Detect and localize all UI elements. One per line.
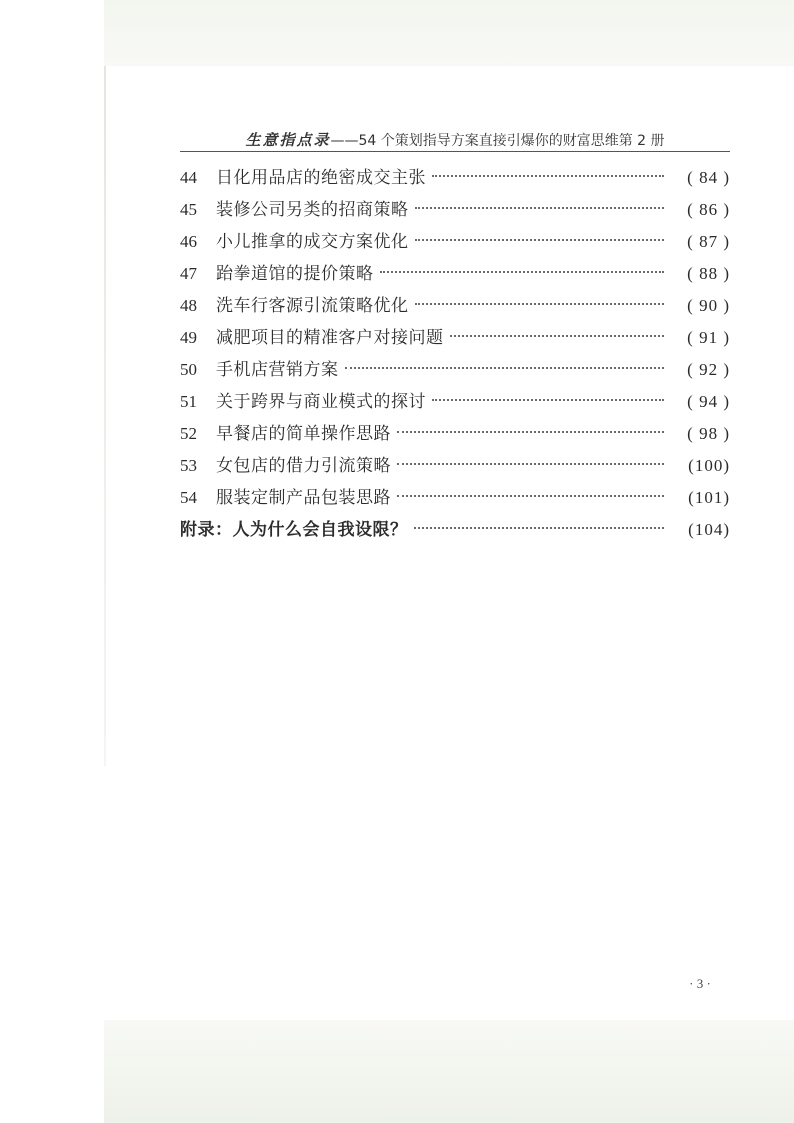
toc-entry-page: (101) (688, 488, 730, 507)
toc-entry-page: ( 98 ) (687, 424, 730, 443)
dot-leader (345, 367, 665, 369)
dot-leader (380, 271, 665, 273)
toc-entry-number: 51 (180, 392, 197, 411)
toc-entry-title: 女包店的借力引流策略 (216, 456, 391, 476)
dot-leader (397, 495, 664, 497)
toc-appendix-page: (104) (688, 520, 730, 539)
toc-entry-number: 45 (180, 200, 197, 219)
dot-leader (397, 463, 664, 465)
header-rule (180, 151, 730, 152)
toc-entry-page: ( 87 ) (687, 232, 730, 251)
toc-entry[interactable] (180, 322, 730, 354)
toc-entry-page: ( 94 ) (687, 392, 730, 411)
dot-leader (432, 175, 664, 177)
toc-entry[interactable] (180, 418, 730, 450)
toc-entry-number: 54 (180, 488, 197, 507)
toc-entry[interactable] (180, 162, 730, 194)
toc-entry-title: 服装定制产品包装思路 (216, 488, 391, 508)
toc-entry-title: 装修公司另类的招商策略 (216, 200, 409, 220)
toc-entry-number: 52 (180, 424, 197, 443)
toc-entry[interactable] (180, 482, 730, 514)
toc-entry-title: 减肥项目的精准客户对接问题 (216, 328, 444, 348)
page-number: · 3 · (689, 976, 711, 991)
table-of-contents (180, 162, 730, 546)
toc-entry-number: 47 (180, 264, 197, 283)
toc-entry-number: 50 (180, 360, 197, 379)
toc-entry-page: ( 88 ) (687, 264, 730, 283)
toc-appendix-title: 附录：人为什么会自我设限？ (180, 520, 408, 540)
book-subtitle: ——54 个策划指导方案直接引爆你的财富思维第 2 册 (330, 133, 665, 149)
toc-entry-title: 早餐店的简单操作思路 (216, 424, 391, 444)
toc-entry-title: 关于跨界与商业模式的探讨 (216, 392, 426, 412)
toc-entry-title: 手机店营销方案 (216, 360, 339, 380)
toc-entry-number: 53 (180, 456, 197, 475)
dot-leader (415, 239, 665, 241)
toc-entry-title: 日化用品店的绝密成交主张 (216, 168, 426, 188)
toc-entry-page: (100) (688, 456, 730, 475)
toc-entry-title: 跆拳道馆的提价策略 (216, 264, 374, 284)
toc-entry-number: 46 (180, 232, 197, 251)
toc-entry-number: 44 (180, 168, 197, 187)
toc-entry-number: 49 (180, 328, 197, 347)
dot-leader (432, 399, 664, 401)
toc-entry[interactable] (180, 386, 730, 418)
toc-appendix-entry[interactable] (180, 514, 730, 546)
toc-entry-page: ( 91 ) (687, 328, 730, 347)
dot-leader (414, 527, 665, 529)
scan-margin-bottom (104, 1020, 794, 1123)
dot-leader (415, 207, 665, 209)
toc-entry[interactable] (180, 258, 730, 290)
toc-entry-page: ( 90 ) (687, 296, 730, 315)
book-title: 生意指点录 (245, 131, 331, 149)
running-header (180, 130, 730, 150)
dot-leader (415, 303, 665, 305)
dot-leader (450, 335, 665, 337)
dot-leader (397, 431, 664, 433)
toc-entry-page: ( 84 ) (687, 168, 730, 187)
toc-entry[interactable] (180, 226, 730, 258)
toc-entry[interactable] (180, 450, 730, 482)
toc-entry-page: ( 86 ) (687, 200, 730, 219)
toc-entry[interactable] (180, 194, 730, 226)
scan-margin-top (104, 0, 794, 66)
toc-entry[interactable] (180, 354, 730, 386)
toc-entry[interactable] (180, 290, 730, 322)
toc-entry-page: ( 92 ) (687, 360, 730, 379)
toc-entry-title: 洗车行客源引流策略优化 (216, 296, 409, 316)
toc-entry-title: 小儿推拿的成交方案优化 (216, 232, 409, 252)
toc-entry-number: 48 (180, 296, 197, 315)
